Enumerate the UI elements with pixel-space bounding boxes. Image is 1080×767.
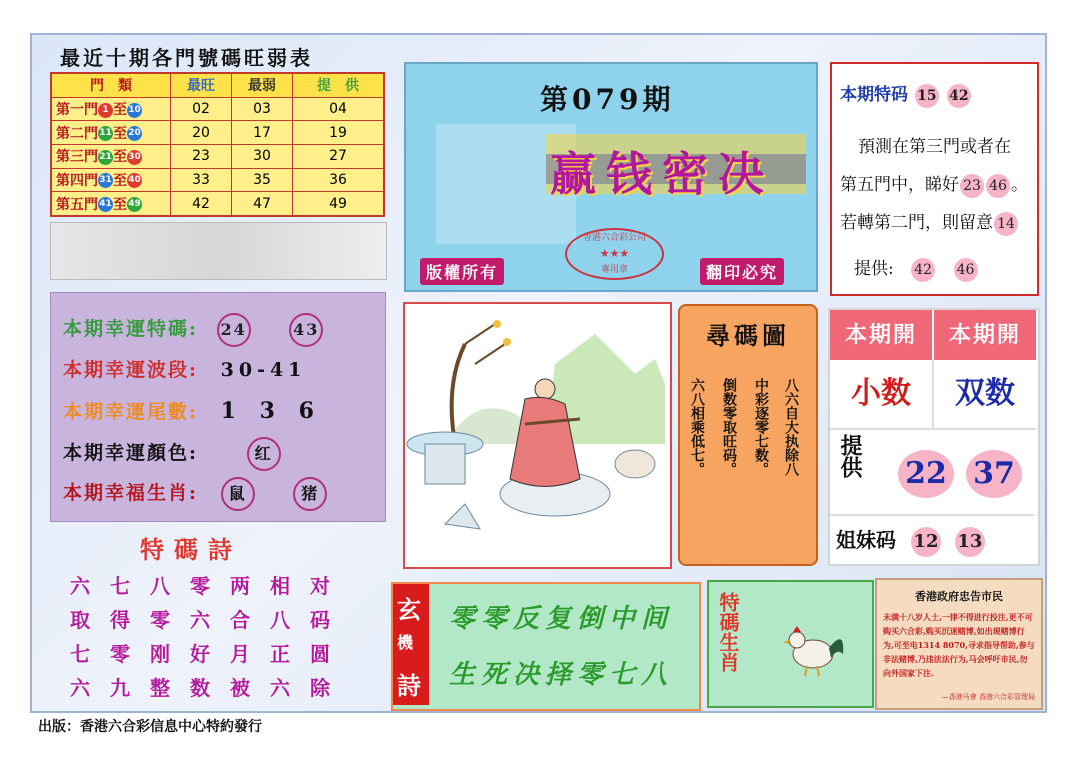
- stamp-top-text: 香港六合彩公司: [582, 233, 646, 243]
- illustration-panel: [403, 302, 672, 569]
- table-header: [51, 73, 384, 97]
- door-label: 第三門: [56, 149, 98, 166]
- weak-cell: 30: [232, 144, 293, 168]
- give-row: [854, 254, 979, 282]
- copyright-badge: 版權所有: [420, 258, 504, 285]
- notice-body: 未满十八岁人士,一律不得进行投注,更不可购买六合彩,购买沉迷赌博,如出现赌博行为,可至电1314 8070,寻求指导帮助,参与非法赌博,乃违法法行为,马会呼吁市民,勿向外国家下注.: [883, 612, 1035, 678]
- lucky-special-label: 本期幸運特碼:: [63, 318, 199, 340]
- range-to-ball: 40: [127, 173, 142, 188]
- search-grid-panel: [678, 304, 818, 566]
- prediction-number: 46: [986, 174, 1010, 198]
- prediction-line-3-text: 若轉第二門，則留意: [840, 213, 993, 233]
- sister-number: 13: [955, 527, 985, 557]
- flute-player-illustration: [405, 304, 666, 563]
- open-value-right: 双数: [934, 360, 1036, 430]
- give-cell: 19: [293, 121, 385, 145]
- xuanji-label-mid: 機: [397, 633, 414, 652]
- table-row: [51, 168, 384, 192]
- table-row: [51, 144, 384, 168]
- sister-number: 12: [911, 527, 941, 557]
- to-char: 至: [113, 102, 127, 118]
- lucky-zodiac-row: [63, 477, 327, 511]
- open-head-right: 本期開: [934, 310, 1036, 360]
- door-label: 第五門: [56, 196, 98, 213]
- hot-cell: 23: [171, 144, 232, 168]
- door-stats-table: [50, 72, 385, 217]
- lucky-zodiac-value: 猪: [293, 477, 327, 511]
- lucky-zodiac-label: 本期幸福生肖:: [63, 482, 199, 504]
- door-label: 第一門: [56, 102, 98, 118]
- search-grid-title: 尋碼圖: [706, 321, 790, 350]
- give-cell: 04: [293, 97, 385, 121]
- lucky-wave-value: 30-41: [220, 359, 307, 381]
- lucky-number: 43: [289, 313, 323, 347]
- open-value-left: 小数: [830, 360, 934, 430]
- prediction-line-2-suffix: 。: [1011, 175, 1028, 195]
- table-row: [51, 121, 384, 145]
- sister-label: 姐妹码: [836, 528, 896, 552]
- weak-cell: 03: [232, 97, 293, 121]
- lucky-number: 24: [217, 313, 251, 347]
- prediction-panel: [830, 62, 1039, 296]
- lucky-special-row: [63, 313, 323, 347]
- weak-cell: 47: [232, 192, 293, 216]
- xuanji-label-bottom: 詩: [397, 671, 421, 700]
- range-from-ball: 41: [98, 197, 113, 212]
- lucky-color-value: 红: [247, 437, 281, 471]
- give-cell: 27: [293, 144, 385, 168]
- poem-line: 七零刚好月正圆: [70, 642, 350, 666]
- give-cell: 49: [293, 192, 385, 216]
- xuanji-poem-panel: [391, 582, 701, 711]
- weak-cell: 35: [232, 168, 293, 192]
- lucky-zodiac-value: 鼠: [221, 477, 255, 511]
- lucky-wave-row: [63, 355, 306, 382]
- header-give: 提 供: [293, 73, 385, 97]
- range-from-ball: 11: [98, 126, 113, 141]
- lucky-panel: [50, 292, 386, 522]
- hot-cell: 42: [171, 192, 232, 216]
- lucky-wave-label: 本期幸運波段:: [63, 359, 199, 381]
- open-divider: [830, 514, 1034, 516]
- poem-line: 取得零六合八码: [70, 608, 350, 632]
- hot-cell: 20: [171, 121, 232, 145]
- xuanji-line-1: 零零反复倒中间: [449, 604, 674, 634]
- search-grid-column: 倒数零取旺码。: [721, 378, 737, 476]
- range-to-ball: 10: [127, 103, 142, 118]
- prediction-line-2-text: 第五門中，睇好: [840, 175, 959, 195]
- special-code-label: 本期特码: [840, 85, 908, 105]
- range-from-ball: 31: [98, 173, 113, 188]
- to-char: 至: [113, 172, 127, 189]
- company-stamp: [565, 228, 664, 280]
- prediction-number: 23: [960, 174, 984, 198]
- special-code-number: 42: [947, 84, 971, 108]
- lucky-tail-value: 1 3 6: [220, 398, 322, 424]
- notice-sign: —香港马會 香港六合彩管理局: [941, 693, 1035, 701]
- to-char: 至: [113, 196, 127, 213]
- xuanji-line-2: 生死决择零七八: [449, 660, 674, 690]
- special-code-number: 15: [915, 84, 939, 108]
- prediction-line-3: [840, 208, 1019, 236]
- open-give-number: 37: [966, 450, 1022, 498]
- lucky-tail-row: [63, 397, 322, 424]
- lucky-color-row: [63, 437, 281, 471]
- poem-line: 六七八零两相对: [70, 574, 350, 598]
- stamp-bottom-text: 專用章: [600, 265, 628, 275]
- prediction-number: 14: [994, 212, 1018, 236]
- give-number: 42: [911, 258, 935, 282]
- government-notice: [875, 578, 1043, 710]
- special-zodiac-panel: [707, 580, 874, 708]
- to-char: 至: [113, 125, 127, 142]
- give-number: 46: [954, 258, 978, 282]
- range-to-ball: 49: [127, 197, 142, 212]
- prediction-line-1: 預測在第三門或者在: [858, 137, 1011, 157]
- door-label: 第二門: [56, 125, 98, 142]
- to-char: 至: [113, 149, 127, 166]
- poem-title: 特碼詩: [140, 535, 242, 564]
- open-give-number: 22: [898, 450, 954, 498]
- search-grid-column: 六八相乘低七。: [689, 378, 705, 476]
- header-hot: 最旺: [171, 73, 232, 97]
- notice-title: 香港政府忠告市民: [915, 590, 1003, 603]
- search-grid-column: 中彩逐零七数。: [753, 378, 769, 476]
- range-to-ball: 20: [127, 126, 142, 141]
- special-zodiac-label: 特碼生肖: [716, 592, 740, 672]
- search-grid-column: 八六自大执除八: [783, 378, 799, 476]
- door-label: 第四門: [56, 172, 98, 189]
- hot-cell: 33: [171, 168, 232, 192]
- sister-row: [836, 524, 986, 557]
- prediction-line-2: [840, 170, 1028, 198]
- range-from-ball: 1: [98, 103, 113, 118]
- hot-cell: 02: [171, 97, 232, 121]
- open-give-label: 提供: [837, 434, 863, 478]
- publisher-footer: 出版：香港六合彩信息中心特約發行: [38, 719, 262, 735]
- open-result-panel: [828, 308, 1040, 566]
- page-title: 最近十期各門號碼旺弱表: [60, 46, 313, 70]
- weak-cell: 17: [232, 121, 293, 145]
- reprint-badge: 翻印必究: [700, 258, 784, 285]
- lucky-color-label: 本期幸運顏色:: [63, 442, 199, 464]
- give-label: 提供:: [854, 259, 894, 279]
- special-code-row: [840, 80, 972, 108]
- stamp-stars-icon: ★★★: [599, 247, 630, 260]
- poem-line: 六九整数被六除: [70, 676, 350, 700]
- issue-number: 第079期: [540, 83, 675, 116]
- header-door: 門 類: [51, 73, 171, 97]
- open-head-left: 本期開: [830, 310, 932, 360]
- table-row: [51, 97, 384, 121]
- blank-banner: [50, 222, 387, 280]
- lucky-tail-label: 本期幸運尾數:: [63, 401, 199, 423]
- give-cell: 36: [293, 168, 385, 192]
- range-from-ball: 21: [98, 150, 113, 165]
- main-title: 赢钱密决: [550, 147, 774, 201]
- range-to-ball: 30: [127, 150, 142, 165]
- rooster-icon: [781, 618, 851, 678]
- xuanji-label-top: 玄: [397, 595, 421, 624]
- header-weak: 最弱: [232, 73, 293, 97]
- table-row: [51, 192, 384, 216]
